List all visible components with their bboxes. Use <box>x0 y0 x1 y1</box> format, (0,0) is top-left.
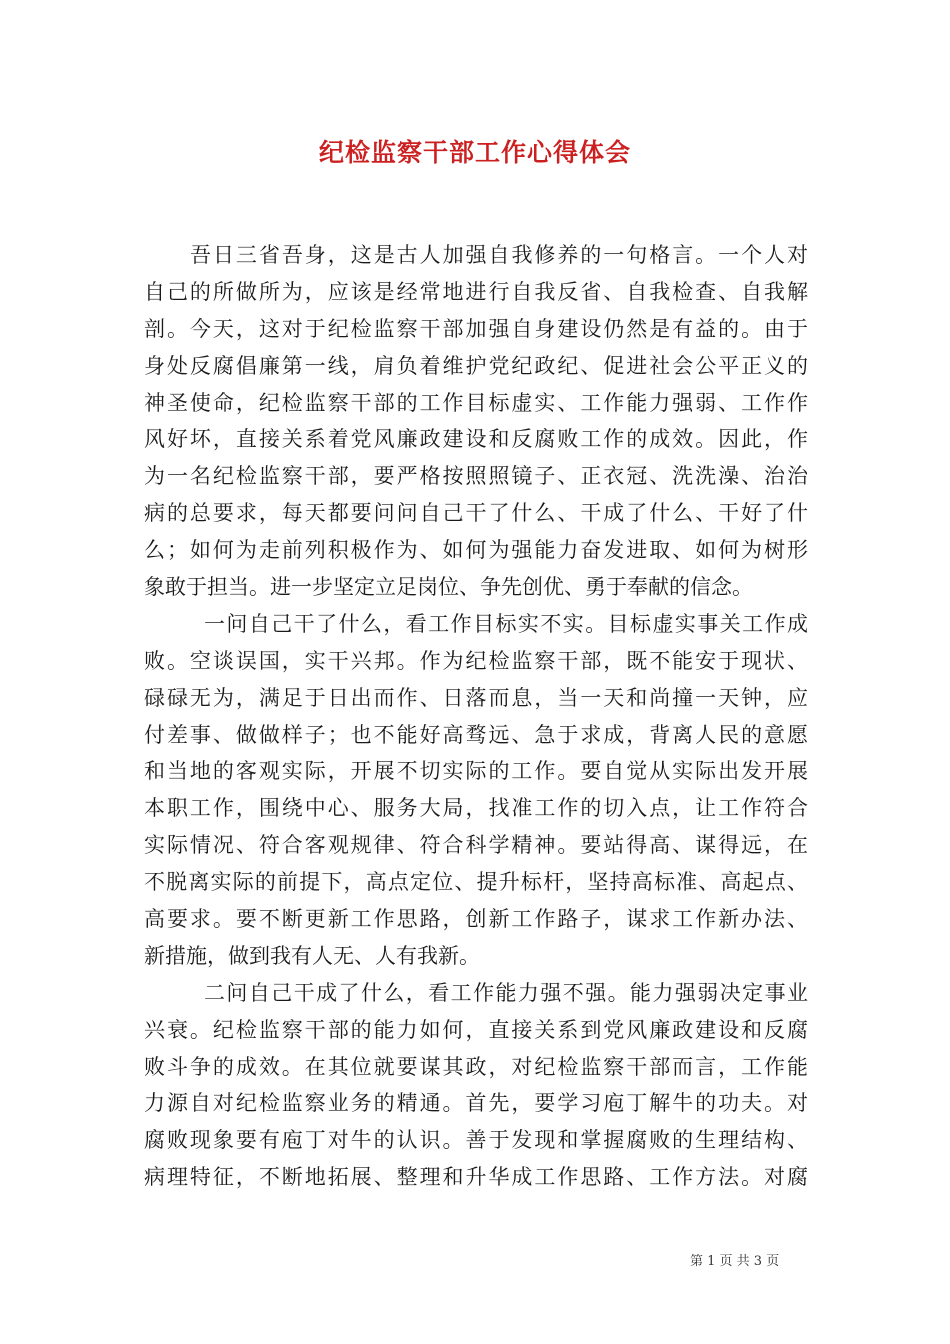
text-line: 自己的所做所为，应该是经常地进行自我反省、自我检查、自我解 <box>144 279 808 304</box>
text-line: 败。空谈误国，实干兴邦。作为纪检监察干部，既不能安于现状、 <box>144 648 808 673</box>
text-line: 付差事、做做样子；也不能好高骛远、急于求成，背离人民的意愿 <box>144 722 808 747</box>
text-line: 一问自己干了什么，看工作目标实不实。目标虚实事关工作成 <box>204 611 808 636</box>
text-line: 碌碌无为，满足于日出而作、日落而息，当一天和尚撞一天钟，应 <box>144 685 808 710</box>
text-line: 神圣使命，纪检监察干部的工作目标虚实、工作能力强弱、工作作 <box>144 390 808 415</box>
text-line: 剖。今天，这对于纪检监察干部加强自身建设仍然是有益的。由于 <box>144 316 808 341</box>
text-line: 和当地的客观实际，开展不切实际的工作。要自觉从实际出发开展 <box>144 759 808 784</box>
text-line: 吾日三省吾身，这是古人加强自我修养的一句格言。一个人对 <box>190 243 808 267</box>
text-line: 本职工作，围绕中心、服务大局，找准工作的切入点，让工作符合 <box>144 796 808 821</box>
text-line: 不脱离实际的前提下，高点定位、提升标杆，坚持高标准、高起点、 <box>144 870 808 895</box>
text-line: 病理特征，不断地拓展、整理和升华成工作思路、工作方法。对腐 <box>144 1165 808 1190</box>
text-line: 高要求。要不断更新工作思路，创新工作路子，谋求工作新办法、 <box>144 907 808 932</box>
text-line: 病的总要求，每天都要问问自己干了什么、干成了什么、干好了什 <box>144 501 808 526</box>
text-line: 么；如何为走前列积极作为、如何为强能力奋发进取、如何为树形 <box>144 538 808 563</box>
text-line: 新措施，做到我有人无、人有我新。 <box>144 943 480 968</box>
text-line: 身处反腐倡廉第一线，肩负着维护党纪政纪、促进社会公平正义的 <box>144 353 808 378</box>
text-line: 二问自己干成了什么，看工作能力强不强。能力强弱决定事业 <box>204 980 808 1005</box>
page-number-footer: 第 1 页 共 3 页 <box>690 1254 780 1269</box>
text-line: 象敢于担当。进一步坚定立足岗位、争先创优、勇于奉献的信念。 <box>144 575 753 600</box>
text-line: 实际情况、符合客观规律、符合科学精神。要站得高、谋得远，在 <box>144 833 808 858</box>
text-line: 腐败现象要有庖丁对牛的认识。善于发现和掌握腐败的生理结构、 <box>144 1128 808 1153</box>
text-line: 兴衰。纪检监察干部的能力如何，直接关系到党风廉政建设和反腐 <box>144 1017 808 1042</box>
document-body <box>144 237 808 1196</box>
text-line: 为一名纪检监察干部，要严格按照照镜子、正衣冠、洗洗澡、治治 <box>144 464 808 489</box>
document-title: 纪检监察干部工作心得体会 <box>318 138 631 167</box>
text-line: 力源自对纪检监察业务的精通。首先，要学习庖丁解牛的功夫。对 <box>144 1091 808 1116</box>
text-line: 败斗争的成效。在其位就要谋其政，对纪检监察干部而言，工作能 <box>144 1054 808 1079</box>
text-line: 风好坏，直接关系着党风廉政建设和反腐败工作的成效。因此，作 <box>144 427 808 452</box>
